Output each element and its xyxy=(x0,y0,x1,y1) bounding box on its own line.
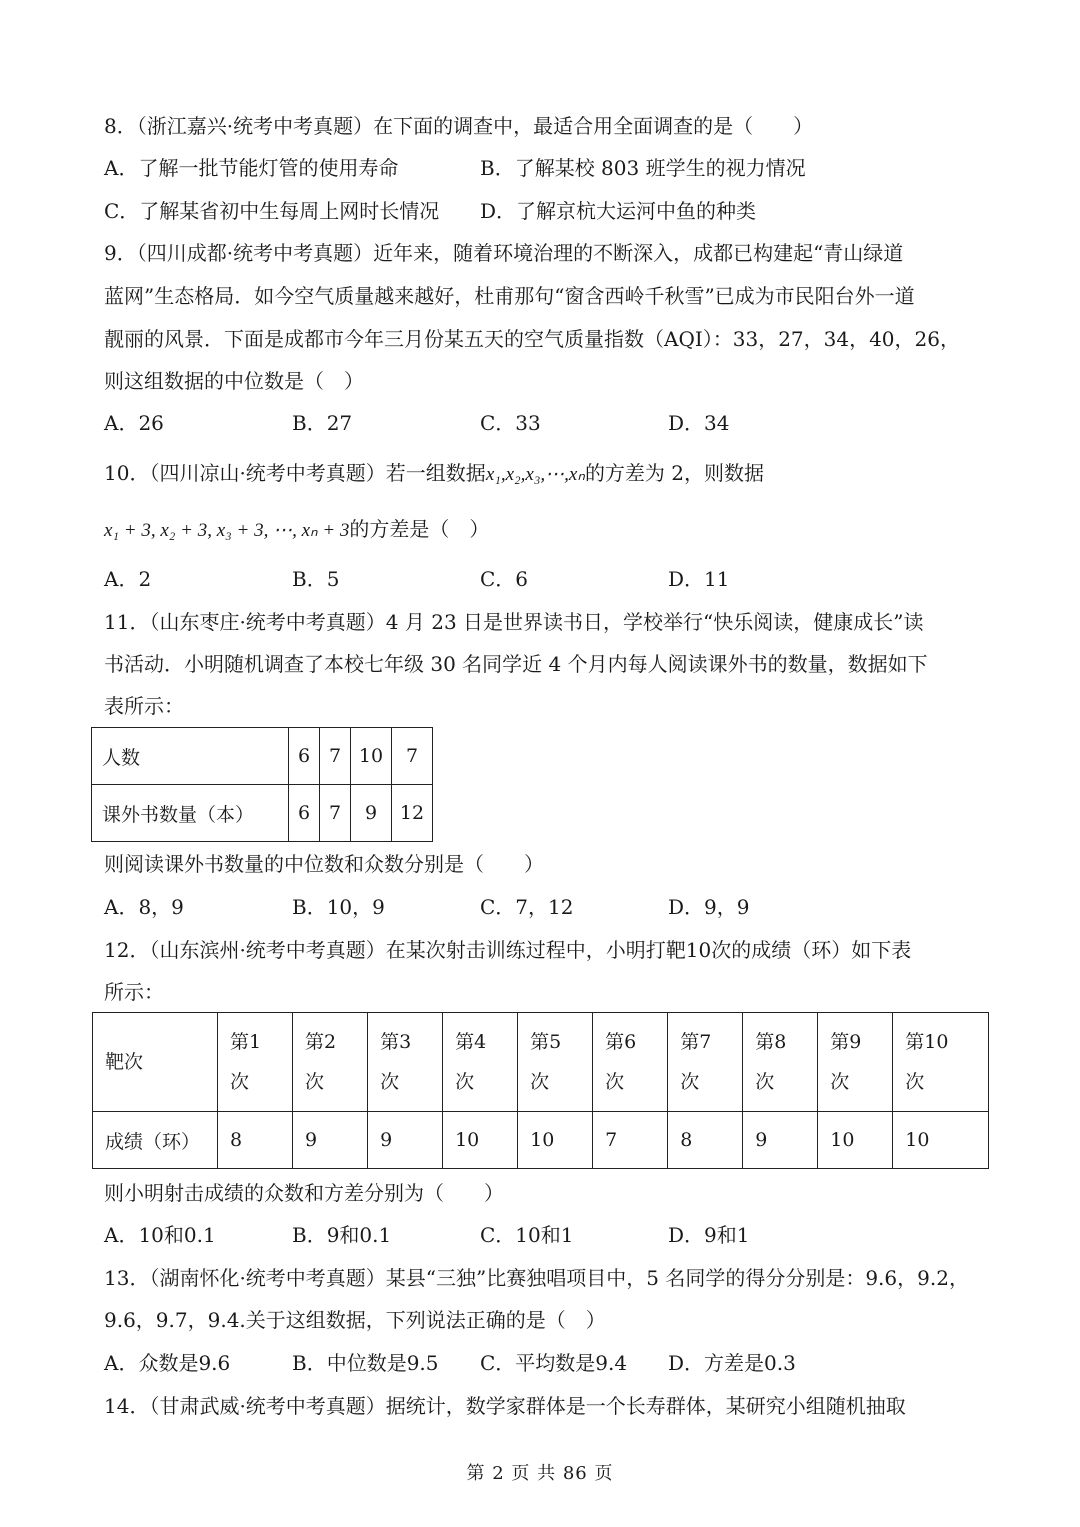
round-number: 第6 xyxy=(605,1031,637,1053)
table-cell: 10 xyxy=(518,1112,593,1169)
table-cell: 10 xyxy=(443,1112,518,1169)
table-row xyxy=(93,1112,989,1169)
q11-line-2: 书活动．小明随机调查了本校七年级 30 名同学近 4 个月内每人阅读课外书的数量，数据如下 xyxy=(104,652,928,676)
table-row-label: 课外书数量（本） xyxy=(92,785,289,842)
table-cell: 9 xyxy=(293,1112,368,1169)
table-row xyxy=(93,1013,989,1112)
q8-stem: 8．（浙江嘉兴·统考中考真题）在下面的调查中，最适合用全面调查的是（ ） xyxy=(104,114,814,138)
q11-option-b: B．10，9 xyxy=(292,895,385,919)
table-cell: 6 xyxy=(289,728,320,785)
q12-option-a: A．10和0.1 xyxy=(104,1223,216,1247)
q9-option-b: B．27 xyxy=(292,411,353,435)
q10-option-b: B．5 xyxy=(292,567,340,591)
q13-option-d: D．方差是0.3 xyxy=(668,1351,796,1375)
q12-line-1: 12．（山东滨州·统考中考真题）在某次射击训练过程中，小明打靶10次的成绩（环）如下表 xyxy=(104,938,912,962)
q12-shooting-table xyxy=(92,1012,989,1169)
round-unit: 次 xyxy=(230,1071,250,1093)
q12-option-c: C．10和1 xyxy=(480,1223,574,1247)
round-unit: 次 xyxy=(680,1071,700,1093)
q10-line-1 xyxy=(104,460,764,488)
q8-option-d: D．了解京杭大运河中鱼的种类 xyxy=(480,199,757,223)
round-number: 第9 xyxy=(830,1031,862,1053)
table-row-label: 成绩（环） xyxy=(93,1112,218,1169)
q12-option-b: B．9和0.1 xyxy=(292,1223,392,1247)
q12-question: 则小明射击成绩的众数和方差分别为（ ） xyxy=(104,1181,504,1205)
round-unit: 次 xyxy=(605,1071,625,1093)
q11-line-3: 表所示： xyxy=(104,694,184,718)
table-cell: 9 xyxy=(743,1112,818,1169)
table-cell: 10 xyxy=(893,1112,989,1169)
q10-line-2 xyxy=(104,516,489,544)
q14-line-1: 14．（甘肃武威·统考中考真题）据统计，数学家群体是一个长寿群体，某研究小组随机抽取 xyxy=(104,1394,906,1418)
table-row-label: 靶次 xyxy=(93,1013,218,1112)
table-cell xyxy=(668,1013,743,1112)
q8-option-a: A．了解一批节能灯管的使用寿命 xyxy=(104,156,399,180)
table-cell xyxy=(818,1013,893,1112)
q10-option-d: D．11 xyxy=(668,567,730,591)
table-cell xyxy=(518,1013,593,1112)
q9-line-2: 蓝网”生态格局．如今空气质量越来越好，杜甫那句“窗含西岭千秋雪”已成为市民阳台外一道 xyxy=(104,284,915,308)
q12-option-d: D．9和1 xyxy=(668,1223,750,1247)
q13-option-a: A．众数是9.6 xyxy=(104,1351,231,1375)
q13-option-b: B．中位数是9.5 xyxy=(292,1351,439,1375)
table-cell: 12 xyxy=(392,785,433,842)
q11-line-1: 11．（山东枣庄·统考中考真题）4 月 23 日是世界读书日，学校举行“快乐阅读，健康成长”读 xyxy=(104,610,924,634)
q10-option-a: A．2 xyxy=(104,567,152,591)
table-cell: 8 xyxy=(218,1112,293,1169)
q9-option-c: C．33 xyxy=(480,411,541,435)
table-cell xyxy=(368,1013,443,1112)
q11-question: 则阅读课外书数量的中位数和众数分别是（ ） xyxy=(104,852,544,876)
table-cell: 7 xyxy=(320,728,351,785)
table-cell: 9 xyxy=(368,1112,443,1169)
table-row-label: 人数 xyxy=(92,728,289,785)
round-number: 第8 xyxy=(755,1031,787,1053)
round-number: 第2 xyxy=(305,1031,337,1053)
q9-line-3: 靓丽的风景．下面是成都市今年三月份某五天的空气质量指数（AQI）：33，27，34，40，26， xyxy=(104,327,960,351)
table-cell xyxy=(443,1013,518,1112)
table-cell: 9 xyxy=(351,785,392,842)
q10-line-2-tail: 的方差是（ ） xyxy=(349,517,490,541)
q11-option-c: C．7，12 xyxy=(480,895,574,919)
round-number: 第4 xyxy=(455,1031,487,1053)
table-row xyxy=(92,728,433,785)
table-cell: 10 xyxy=(351,728,392,785)
q13-line-1: 13．（湖南怀化·统考中考真题）某县“三独”比赛独唱项目中，5 名同学的得分分别是：9.6，9.2， xyxy=(104,1266,969,1290)
q8-option-c: C．了解某省初中生每周上网时长情况 xyxy=(104,199,440,223)
round-number: 第3 xyxy=(380,1031,412,1053)
round-unit: 次 xyxy=(380,1071,400,1093)
round-unit: 次 xyxy=(530,1071,550,1093)
q9-option-a: A．26 xyxy=(104,411,164,435)
q9-line-4: 则这组数据的中位数是（ ） xyxy=(104,369,364,393)
table-cell: 7 xyxy=(593,1112,668,1169)
q11-option-d: D．9，9 xyxy=(668,895,750,919)
table-cell xyxy=(293,1013,368,1112)
table-cell xyxy=(593,1013,668,1112)
page-number-footer: 第 2 页 共 86 页 xyxy=(466,1463,614,1484)
round-unit: 次 xyxy=(905,1071,925,1093)
q8-option-b: B．了解某校 803 班学生的视力情况 xyxy=(480,156,806,180)
table-cell: 6 xyxy=(289,785,320,842)
table-cell: 7 xyxy=(320,785,351,842)
table-cell: 8 xyxy=(668,1112,743,1169)
round-unit: 次 xyxy=(755,1071,775,1093)
q13-option-c: C．平均数是9.4 xyxy=(480,1351,628,1375)
q9-line-1: 9．（四川成都·统考中考真题）近年来，随着环境治理的不断深入，成都已构建起“青山绿道 xyxy=(104,241,904,265)
round-number: 第5 xyxy=(530,1031,562,1053)
table-cell xyxy=(218,1013,293,1112)
round-unit: 次 xyxy=(305,1071,325,1093)
q9-option-d: D．34 xyxy=(668,411,730,435)
table-cell: 10 xyxy=(818,1112,893,1169)
round-number: 第7 xyxy=(680,1031,712,1053)
q10-option-c: C．6 xyxy=(480,567,529,591)
round-number: 第1 xyxy=(230,1031,262,1053)
round-number: 第10 xyxy=(905,1031,949,1053)
table-row xyxy=(92,785,433,842)
q13-line-2: 9.6，9.7，9.4.关于这组数据，下列说法正确的是（ ） xyxy=(104,1308,606,1332)
q10-line-1-tail: 的方差为 2，则数据 xyxy=(584,461,765,485)
q10-transformed-series-formula: x₁ + 3, x₂ + 3, x₃ + 3, ⋯, xₙ + 3 xyxy=(104,520,350,541)
table-cell: 7 xyxy=(392,728,433,785)
round-unit: 次 xyxy=(830,1071,850,1093)
q10-data-series-formula: x₁,x₂,x₃,⋯,xₙ xyxy=(485,464,585,485)
q10-line-1-text: 10．（四川凉山·统考中考真题）若一组数据 xyxy=(104,461,486,485)
table-cell xyxy=(893,1013,989,1112)
q11-option-a: A．8，9 xyxy=(104,895,184,919)
q11-books-table xyxy=(91,727,433,842)
table-cell xyxy=(743,1013,818,1112)
q12-line-2: 所示： xyxy=(104,980,164,1004)
round-unit: 次 xyxy=(455,1071,475,1093)
